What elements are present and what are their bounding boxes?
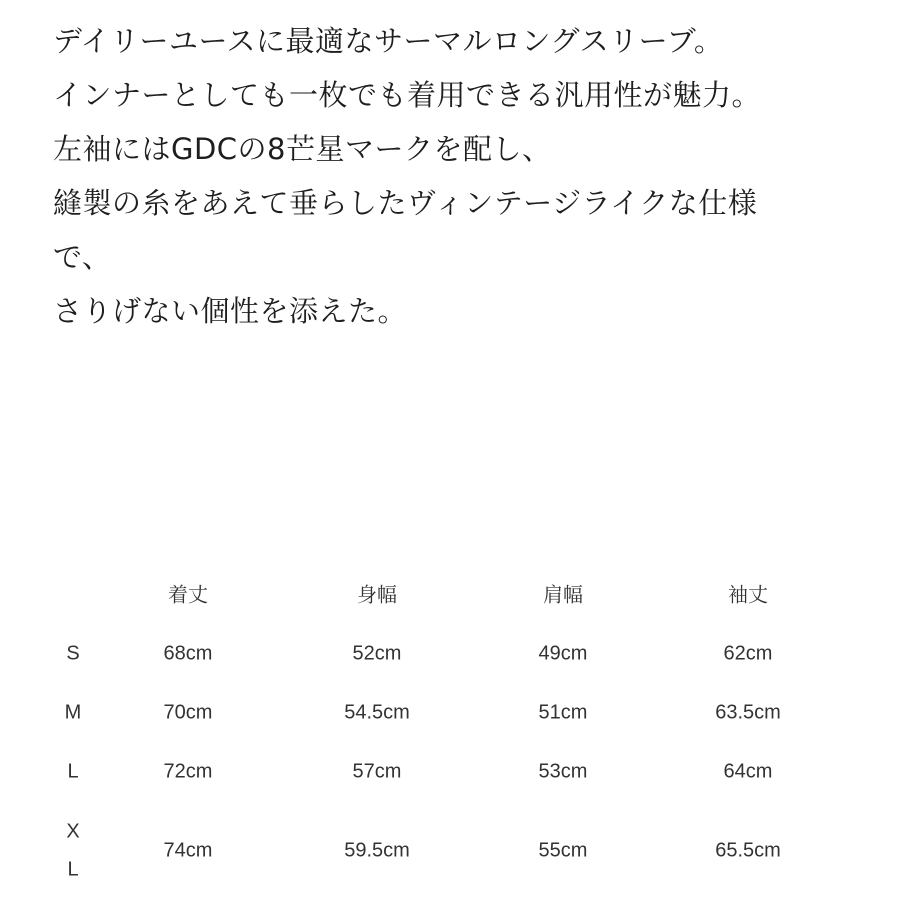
- table-cell: 55cm: [538, 839, 588, 862]
- table-cell: 54.5cm: [344, 701, 410, 724]
- header-shoulder-width: 肩幅: [543, 582, 583, 607]
- table-cell: 52cm: [352, 642, 402, 665]
- size-label-m: M: [64, 701, 82, 724]
- header-length: 着丈: [168, 582, 208, 607]
- description-line: 左袖にはGDCの8芒星マークを配し、: [53, 132, 552, 166]
- description-line: さりげない個性を添えた。: [53, 294, 408, 328]
- table-cell: 53cm: [538, 760, 588, 783]
- size-label-l: L: [67, 760, 79, 783]
- header-body-width: 身幅: [357, 582, 397, 607]
- table-cell: 64cm: [723, 760, 773, 783]
- table-cell: 65.5cm: [715, 839, 781, 862]
- table-cell: 59.5cm: [344, 839, 410, 862]
- description-line: 縫製の糸をあえて垂らしたヴィンテージライクな仕様: [53, 186, 758, 220]
- size-label-xl-line2: L: [67, 858, 79, 881]
- description-line: デイリーユースに最適なサーマルロングスリーブ。: [53, 24, 724, 58]
- table-cell: 63.5cm: [715, 701, 781, 724]
- table-cell: 57cm: [352, 760, 402, 783]
- table-cell: 49cm: [538, 642, 588, 665]
- table-cell: 68cm: [163, 642, 213, 665]
- size-label-xl-line1: X: [66, 820, 80, 843]
- table-cell: 72cm: [163, 760, 213, 783]
- description-line: で、: [53, 240, 112, 274]
- description-line: インナーとしても一枚でも着用できる汎用性が魅力。: [53, 78, 762, 112]
- table-cell: 70cm: [163, 701, 213, 724]
- size-label-s: S: [66, 642, 80, 665]
- table-cell: 51cm: [538, 701, 588, 724]
- table-cell: 62cm: [723, 642, 773, 665]
- table-cell: 74cm: [163, 839, 213, 862]
- header-sleeve-length: 袖丈: [728, 582, 768, 607]
